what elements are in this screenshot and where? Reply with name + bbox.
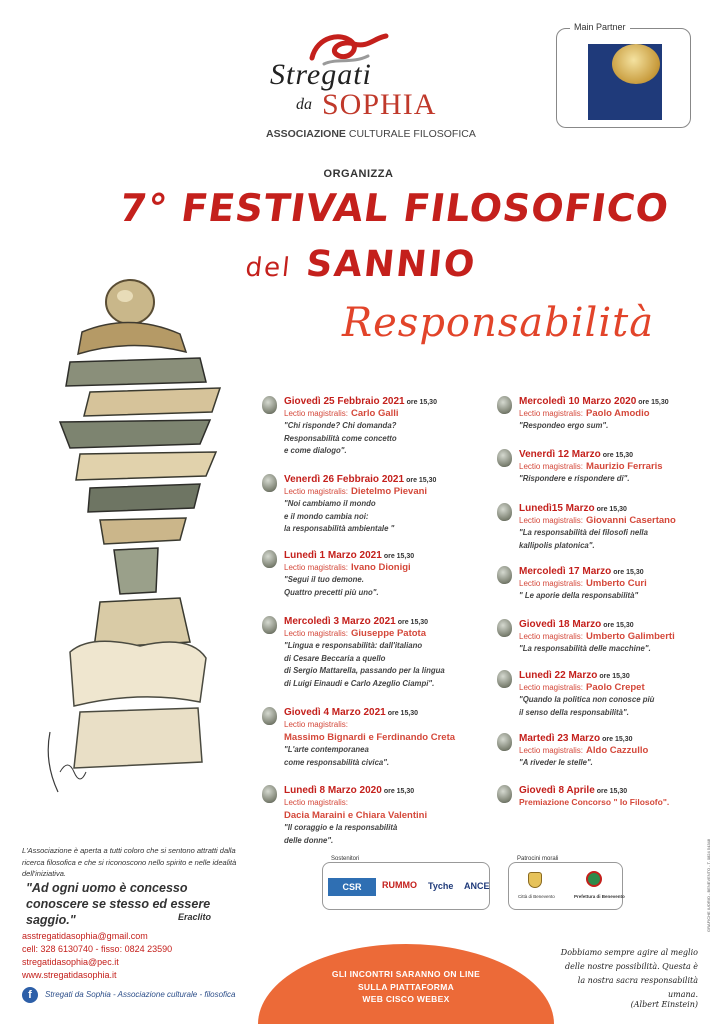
stone-bullet-icon xyxy=(497,449,512,467)
event-lectio xyxy=(284,627,484,640)
sculpture-artwork xyxy=(30,262,230,822)
patronage-box xyxy=(508,862,623,910)
patronage-benevento: Città di Benevento xyxy=(518,894,555,899)
heraclitus-quote: "Ad ogni uomo è concesso conoscere se stesso ed essere saggio." xyxy=(26,881,211,927)
event-award: Premiazione Concorso " Io Filosofo". xyxy=(519,797,670,807)
event-time: ore 15,30 xyxy=(406,399,437,406)
event-time: ore 15,30 xyxy=(383,553,415,560)
lectio-label: Lectio magistralis: xyxy=(519,516,584,525)
event-lectio xyxy=(519,514,717,527)
event-quote-line: "Noi cambiamo il mondo xyxy=(284,499,376,508)
event-date-text: Lunedì 8 Marzo 2020 xyxy=(284,785,382,796)
event-date-text: Mercoledì 10 Marzo 2020 xyxy=(519,396,637,407)
banner-line: WEB CISCO WEBEX xyxy=(362,994,450,1004)
pec-link[interactable]: stregatidasophia@pec.it xyxy=(22,957,119,967)
event-time: ore 15,30 xyxy=(638,399,669,406)
event-date xyxy=(519,566,717,577)
event-lectio xyxy=(519,577,717,590)
event-time: ore 15,30 xyxy=(603,622,634,629)
event-lectio xyxy=(284,796,484,809)
event-speaker: Carlo Galli xyxy=(351,408,399,419)
einstein-quote xyxy=(548,946,698,1002)
einstein-line: Dobbiamo sempre agire al meglio xyxy=(560,948,698,957)
stone-bullet-icon xyxy=(262,474,277,492)
banner-line: GLI INCONTRI SARANNO ON LINE xyxy=(331,969,481,979)
event-date-text: Giovedì 8 Aprile xyxy=(519,785,595,796)
event-lectio xyxy=(284,485,484,498)
event-quote-line: di Luigi Einaudi e Carlo Azeglio Ciampi". xyxy=(284,678,435,688)
italy-emblem-icon xyxy=(586,871,602,887)
einstein-author: (Albert Einstein) xyxy=(630,1000,698,1009)
event-quote-line: "Il coraggio e la responsabilità xyxy=(284,823,398,832)
event-date-text: Lunedì 22 Marzo xyxy=(519,670,598,681)
event-lectio xyxy=(519,460,717,473)
einstein-line: la nostra sacra responsabilità umana. xyxy=(577,976,698,999)
logo-da: da xyxy=(296,96,312,113)
event-quote-line: "Segui il tuo demone. xyxy=(284,575,364,584)
event-lectio xyxy=(284,718,484,731)
event-date xyxy=(519,733,717,744)
event-quote-line: "Chi risponde? Chi domanda? xyxy=(284,421,397,430)
event-lectio xyxy=(519,630,717,643)
event-time: ore 15,30 xyxy=(406,477,437,484)
sponsors-label: Sostenitori xyxy=(328,856,362,862)
logo-sophia: SOPHIA xyxy=(322,88,437,121)
event-lectio xyxy=(284,407,484,420)
patronage-prefettura: Prefettura di Benevento xyxy=(574,894,625,899)
event-quote-line: " Le aporie della responsabilità" xyxy=(519,591,639,600)
event-date xyxy=(519,785,717,796)
organizza-label: ORGANIZZA xyxy=(323,168,394,180)
sponsor-tyche-logo: Tyche xyxy=(428,881,454,891)
event-date xyxy=(284,474,484,485)
event-quote-line: Responsabilità come concetto xyxy=(284,433,397,443)
event-date-text: Mercoledì 3 Marzo 2021 xyxy=(284,616,396,627)
stone-bullet-icon xyxy=(497,396,512,414)
facebook-page-link[interactable]: Stregati da Sophia - Associazione culturale - filosofica xyxy=(45,990,236,999)
patronage-label: Patrocini morali xyxy=(514,856,561,862)
event-quote-line: "La responsabilità delle macchine". xyxy=(519,644,651,653)
event-speaker: Ivano Dionigi xyxy=(351,562,411,573)
festival-subtitle xyxy=(244,244,479,285)
lectio-label: Lectio magistralis: xyxy=(284,563,349,572)
festival-theme: Responsabilità xyxy=(342,300,655,346)
lectio-label: Lectio magistralis: xyxy=(519,579,584,588)
stone-bullet-icon xyxy=(497,733,512,751)
logo-subtitle-rest: CULTURALE FILOSOFICA xyxy=(348,128,476,140)
stone-bullet-icon xyxy=(497,503,512,521)
stone-bullet-icon xyxy=(262,707,277,725)
event-date xyxy=(284,396,484,407)
lectio-label: Lectio magistralis: xyxy=(284,487,349,496)
lectio-label: Lectio magistralis: xyxy=(519,746,584,755)
stone-bullet-icon xyxy=(497,785,512,803)
website-link[interactable]: www.stregatidasophia.it xyxy=(22,970,117,980)
event-quote-line: come responsabilità civica". xyxy=(284,757,390,767)
event-quote-line: delle donne". xyxy=(284,835,334,845)
event-lectio xyxy=(284,561,484,574)
event-date xyxy=(519,449,717,460)
stone-bullet-icon xyxy=(497,566,512,584)
email-link[interactable]: asstregatidasophia@gmail.com xyxy=(22,931,148,941)
event-speaker: Umberto Curi xyxy=(586,578,647,589)
lectio-label: Lectio magistralis: xyxy=(284,720,349,729)
event-time: ore 15,30 xyxy=(387,710,419,717)
stone-bullet-icon xyxy=(497,619,512,637)
event-date xyxy=(519,670,717,681)
event-quote-line: di Sergio Mattarella, passando per la lingua xyxy=(284,666,445,675)
event-quote-line: "L'arte contemporanea xyxy=(284,745,369,754)
event-quote-line: "A riveder le stelle". xyxy=(519,758,593,767)
event-date-text: Giovedì 18 Marzo xyxy=(519,619,602,630)
event-time: ore 15,30 xyxy=(602,452,634,459)
event-time: ore 15,30 xyxy=(596,788,628,795)
event-quote-line: di Cesare Beccaria a quello xyxy=(284,653,386,663)
logo-subtitle xyxy=(266,128,476,140)
phone-numbers: cell: 328 6130740 - fisso: 0824 23590 xyxy=(22,944,173,954)
event-date-text: Lunedì 1 Marzo 2021 xyxy=(284,550,382,561)
event-speaker: Paolo Crepet xyxy=(586,682,645,693)
event-date xyxy=(284,616,484,627)
event-time: ore 15,30 xyxy=(602,736,633,743)
event-quote-line: la responsabilità ambientale " xyxy=(284,524,395,533)
contacts xyxy=(22,930,172,982)
event-quote-line: kallipolis platonica". xyxy=(519,540,595,550)
event-time: ore 15,30 xyxy=(397,619,429,626)
lectio-label: Lectio magistralis: xyxy=(284,409,349,418)
event-date-text: Martedì 23 Marzo xyxy=(519,733,601,744)
stone-bullet-icon xyxy=(262,550,277,568)
event-lectio xyxy=(519,407,717,420)
lectio-label: Lectio magistralis: xyxy=(519,462,584,471)
event-time: ore 15,30 xyxy=(599,673,630,680)
event-quote-line: e come dialogo". xyxy=(284,446,347,455)
event-time: ore 15,30 xyxy=(613,569,644,576)
event-speaker: Giuseppe Patota xyxy=(351,628,426,639)
event-quote-line: il senso della responsabilità". xyxy=(519,707,629,717)
lectio-label: Lectio magistralis: xyxy=(284,798,349,807)
sponsor-ance-logo: ANCE xyxy=(464,881,490,891)
event-date-text: Mercoledì 17 Marzo xyxy=(519,566,612,577)
event-date xyxy=(284,550,484,561)
event-lectio xyxy=(519,744,717,757)
event-quote-line: "Lingua e responsabilità: dall'italiano xyxy=(284,641,423,650)
logo-title: Stregati xyxy=(270,58,372,91)
event-quote-line: e il mondo cambia noi: xyxy=(284,511,369,521)
event-speaker: Giovanni Casertano xyxy=(586,515,676,526)
logo-subtitle-bold: ASSOCIAZIONE xyxy=(266,128,346,140)
printer-credit: GRAFICHE IUORIO - BENEVENTO - T. 0824 54348 xyxy=(706,839,711,932)
event-date xyxy=(519,396,717,407)
stone-bullet-icon xyxy=(497,670,512,688)
association-note: L'Associazione è aperta a tutti coloro che si sentono attratti dalla ricerca filosofica e che si riconoscono nello spirito e nelle idealità dell'iniziativa. xyxy=(22,846,237,878)
benevento-crest-icon xyxy=(528,872,542,888)
lectio-label: Lectio magistralis: xyxy=(519,683,584,692)
einstein-line: delle nostre possibilità. Questa è xyxy=(564,962,698,971)
event-speaker: Maurizio Ferraris xyxy=(586,461,663,472)
event-quote-line: "Rispondere e rispondere di". xyxy=(519,474,630,483)
event-speaker: Dietelmo Pievani xyxy=(351,486,428,497)
event-speaker: Aldo Cazzullo xyxy=(586,745,649,756)
event-speaker: Umberto Galimberti xyxy=(586,631,675,642)
quote-author: Eraclito xyxy=(178,912,212,922)
lectio-label: Lectio magistralis: xyxy=(519,632,584,641)
stone-bullet-icon xyxy=(262,396,277,414)
event-quote-line: "Quando la politica non conosce più xyxy=(519,695,655,704)
event-date-text: Venerdì 12 Marzo xyxy=(519,449,601,460)
event-lectio xyxy=(519,681,717,694)
event-date-text: Giovedì 25 Febbraio 2021 xyxy=(284,396,405,407)
festival-subtitle-sannio: SANNIO xyxy=(304,244,479,285)
event-speaker: Paolo Amodio xyxy=(586,408,650,419)
facebook-icon[interactable]: f xyxy=(22,987,38,1003)
banner-line: SULLA PIATTAFORMA xyxy=(357,981,455,992)
stone-bullet-icon xyxy=(262,785,277,803)
lectio-label: Lectio magistralis: xyxy=(519,409,584,418)
event-speaker: Dacia Maraini e Chiara Valentini xyxy=(284,810,428,821)
event-time: ore 15,30 xyxy=(383,788,415,795)
online-banner-text xyxy=(258,968,554,1006)
sponsor-csr-logo: CSR xyxy=(328,878,376,896)
event-date-text: Giovedì 4 Marzo 2021 xyxy=(284,707,386,718)
sponsor-rummo-logo: RUMMO xyxy=(382,880,417,890)
event-date xyxy=(284,785,484,796)
event-date xyxy=(284,707,484,718)
event-date xyxy=(519,503,717,514)
event-quote-line: Quattro precetti più uno". xyxy=(284,587,379,597)
main-partner-coin-icon xyxy=(612,44,660,84)
lectio-label: Lectio magistralis: xyxy=(284,629,349,638)
event-date xyxy=(519,619,717,630)
event-quote-line: "Respondeo ergo sum". xyxy=(519,421,609,430)
event-date-text: Venerdì 26 Febbraio 2021 xyxy=(284,474,405,485)
festival-subtitle-del: del xyxy=(244,253,293,283)
event-quote-line: "La responsabilità dei filosofi nella xyxy=(519,528,648,537)
event-time: ore 15,30 xyxy=(596,506,627,513)
event-date-text: Lunedì15 Marzo xyxy=(519,503,595,514)
event-speaker: Massimo Bignardi e Ferdinando Creta xyxy=(284,732,456,743)
festival-title: 7° FESTIVAL FILOSOFICO xyxy=(116,186,673,230)
main-partner-label: Main Partner xyxy=(570,22,630,32)
stone-bullet-icon xyxy=(262,616,277,634)
